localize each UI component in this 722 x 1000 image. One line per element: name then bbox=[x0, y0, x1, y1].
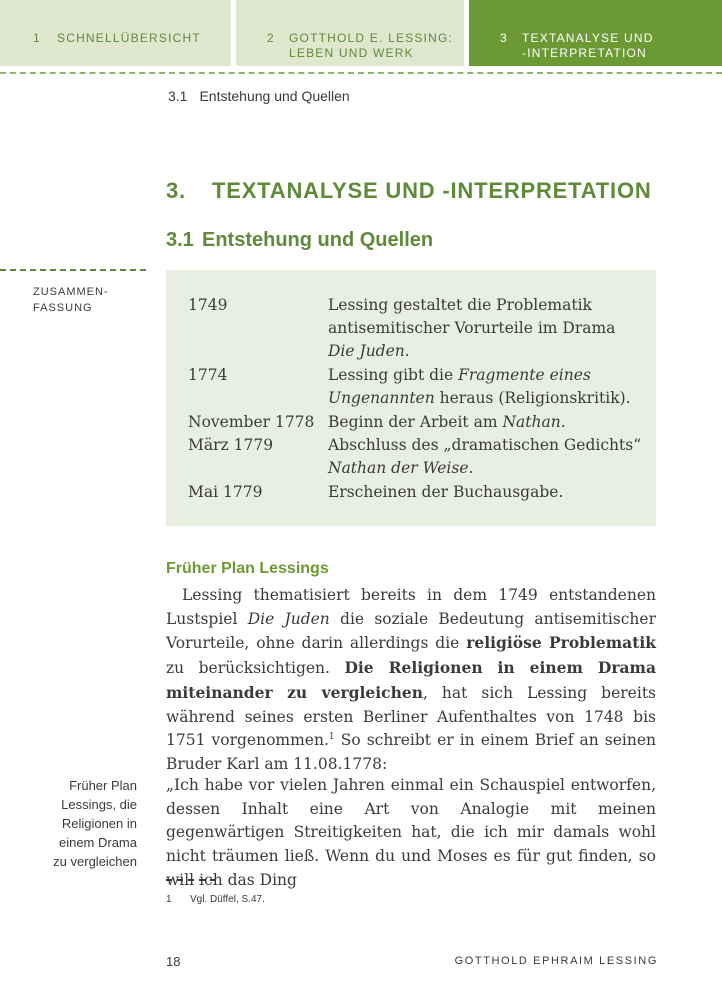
work-title: Fragmente eines bbox=[458, 366, 591, 384]
punctuation: . bbox=[468, 459, 474, 477]
running-head-number: 3.1 bbox=[168, 88, 188, 104]
emphasis: religiöse Problematik bbox=[466, 633, 656, 653]
margin-note-line: Früher Plan bbox=[69, 778, 137, 793]
section-number: 3.1 bbox=[166, 229, 194, 251]
margin-divider bbox=[0, 269, 146, 271]
summary-label-line1: ZUSAMMEN- bbox=[33, 286, 109, 298]
paragraph-text bbox=[166, 584, 656, 777]
margin-note-line: zu vergleichen bbox=[53, 854, 137, 869]
section-title: Entstehung und Quellen bbox=[202, 229, 434, 251]
footnote-reference[interactable]: 1 bbox=[328, 732, 335, 743]
punctuation: . bbox=[404, 342, 410, 360]
work-title: Nathan der Weise bbox=[328, 459, 469, 477]
timeline-text: Erscheinen der Buchausgabe. bbox=[328, 483, 564, 501]
subheading: Früher Plan Lessings bbox=[166, 560, 329, 577]
timeline-date: 1774 bbox=[188, 366, 228, 384]
work-title: Die Juden bbox=[328, 342, 405, 360]
quote-text: „Ich habe vor vielen Jahren einmal ein Schauspiel entworfen, dessen Inhalt eine Art von Analogie mit meinen gegenwärtigen Streitigkeiten hat, die ich mir damals wohl nicht träumen ließ. Wenn du und Moses es für gut finden, so will ich das Ding bbox=[166, 776, 656, 889]
footnote-text: Vgl. Düffel, S.47. bbox=[190, 894, 265, 905]
summary-box bbox=[166, 270, 656, 526]
quote-paragraph bbox=[166, 774, 656, 893]
section-heading bbox=[166, 229, 433, 252]
footer-title: GOTTHOLD EPHRAIM LESSING bbox=[454, 955, 658, 967]
tab-schnelluebersicht[interactable] bbox=[0, 0, 231, 66]
running-head-title: Entstehung und Quellen bbox=[199, 88, 350, 104]
timeline-date: November 1778 bbox=[188, 413, 315, 431]
emphasis: Die Religionen in einem Drama miteinander zu vergleichen bbox=[166, 658, 656, 702]
timeline-text-line: Abschluss des „dramatischen Gedichts“ bbox=[328, 436, 642, 454]
tab-number: 1 bbox=[33, 31, 41, 45]
footnote bbox=[166, 894, 265, 905]
timeline-text bbox=[328, 411, 658, 434]
timeline-text-line: antisemitischer Vorurteile im Drama bbox=[328, 319, 616, 337]
timeline-text bbox=[328, 434, 658, 480]
text-run: , hat sich Lessing bereits während seines ersten Berliner Aufenthaltes von 1748 bis 1751 vorgenommen. bbox=[166, 683, 656, 750]
work-title: Die Juden bbox=[247, 609, 330, 628]
timeline-text-line: Lessing gibt die bbox=[328, 366, 459, 384]
running-head bbox=[168, 88, 350, 104]
margin-note-line: einem Drama bbox=[58, 835, 137, 850]
work-title: Ungenannten bbox=[328, 389, 435, 407]
tab-label-line1: GOTTHOLD E. LESSING: bbox=[289, 31, 454, 45]
chapter-heading bbox=[166, 178, 652, 204]
tab-textanalyse-active[interactable] bbox=[469, 0, 722, 66]
page-number: 18 bbox=[166, 954, 181, 969]
timeline-text-line: Beginn der Arbeit am bbox=[328, 413, 503, 431]
summary-label bbox=[33, 284, 109, 316]
header-divider bbox=[0, 72, 722, 74]
tab-number: 2 bbox=[267, 31, 275, 45]
text-run: die soziale Bedeutung antisemitischer Vorurteile, ohne darin allerdings die bbox=[166, 609, 656, 653]
margin-note-line: Lessings, die bbox=[61, 797, 137, 812]
chapter-title: TEXTANALYSE UND -INTERPRETATION bbox=[212, 178, 652, 203]
tab-leben-und-werk[interactable] bbox=[236, 0, 464, 66]
chapter-number: 3. bbox=[166, 178, 186, 203]
text-run: So schreibt er in einem Brief an seinen Bruder Karl am 11.08.1778: bbox=[166, 731, 657, 773]
tab-number: 3 bbox=[500, 31, 508, 45]
tab-label-line1: TEXTANALYSE UND bbox=[522, 31, 654, 45]
margin-note-line: Religionen in bbox=[61, 816, 137, 831]
timeline-date: 1749 bbox=[188, 296, 228, 314]
work-title: Nathan bbox=[502, 413, 561, 431]
timeline-date: März 1779 bbox=[188, 436, 274, 454]
timeline-text-line: Lessing gestaltet die Problematik bbox=[328, 296, 592, 314]
text-run: zu berücksichtigen. bbox=[166, 659, 345, 678]
timeline-text-line: heraus (Religionskritik). bbox=[434, 389, 631, 407]
tab-label: SCHNELLÜBERSICHT bbox=[57, 31, 201, 45]
timeline-text bbox=[328, 294, 658, 363]
margin-note bbox=[7, 776, 137, 871]
tab-label-line2: -INTERPRETATION bbox=[522, 46, 647, 60]
footnote-number: 1 bbox=[166, 894, 172, 905]
text-run: Lessing thematisiert bereits in dem 1749 entstandenen Lustspiel bbox=[166, 586, 656, 628]
timeline-text bbox=[328, 364, 658, 410]
footnote-divider bbox=[166, 879, 216, 881]
punctuation: . bbox=[560, 413, 566, 431]
body-paragraph bbox=[166, 584, 656, 777]
timeline-date: Mai 1779 bbox=[188, 483, 263, 501]
summary-label-line2: FASSUNG bbox=[33, 302, 93, 314]
tab-label-line2: LEBEN UND WERK bbox=[289, 46, 414, 60]
